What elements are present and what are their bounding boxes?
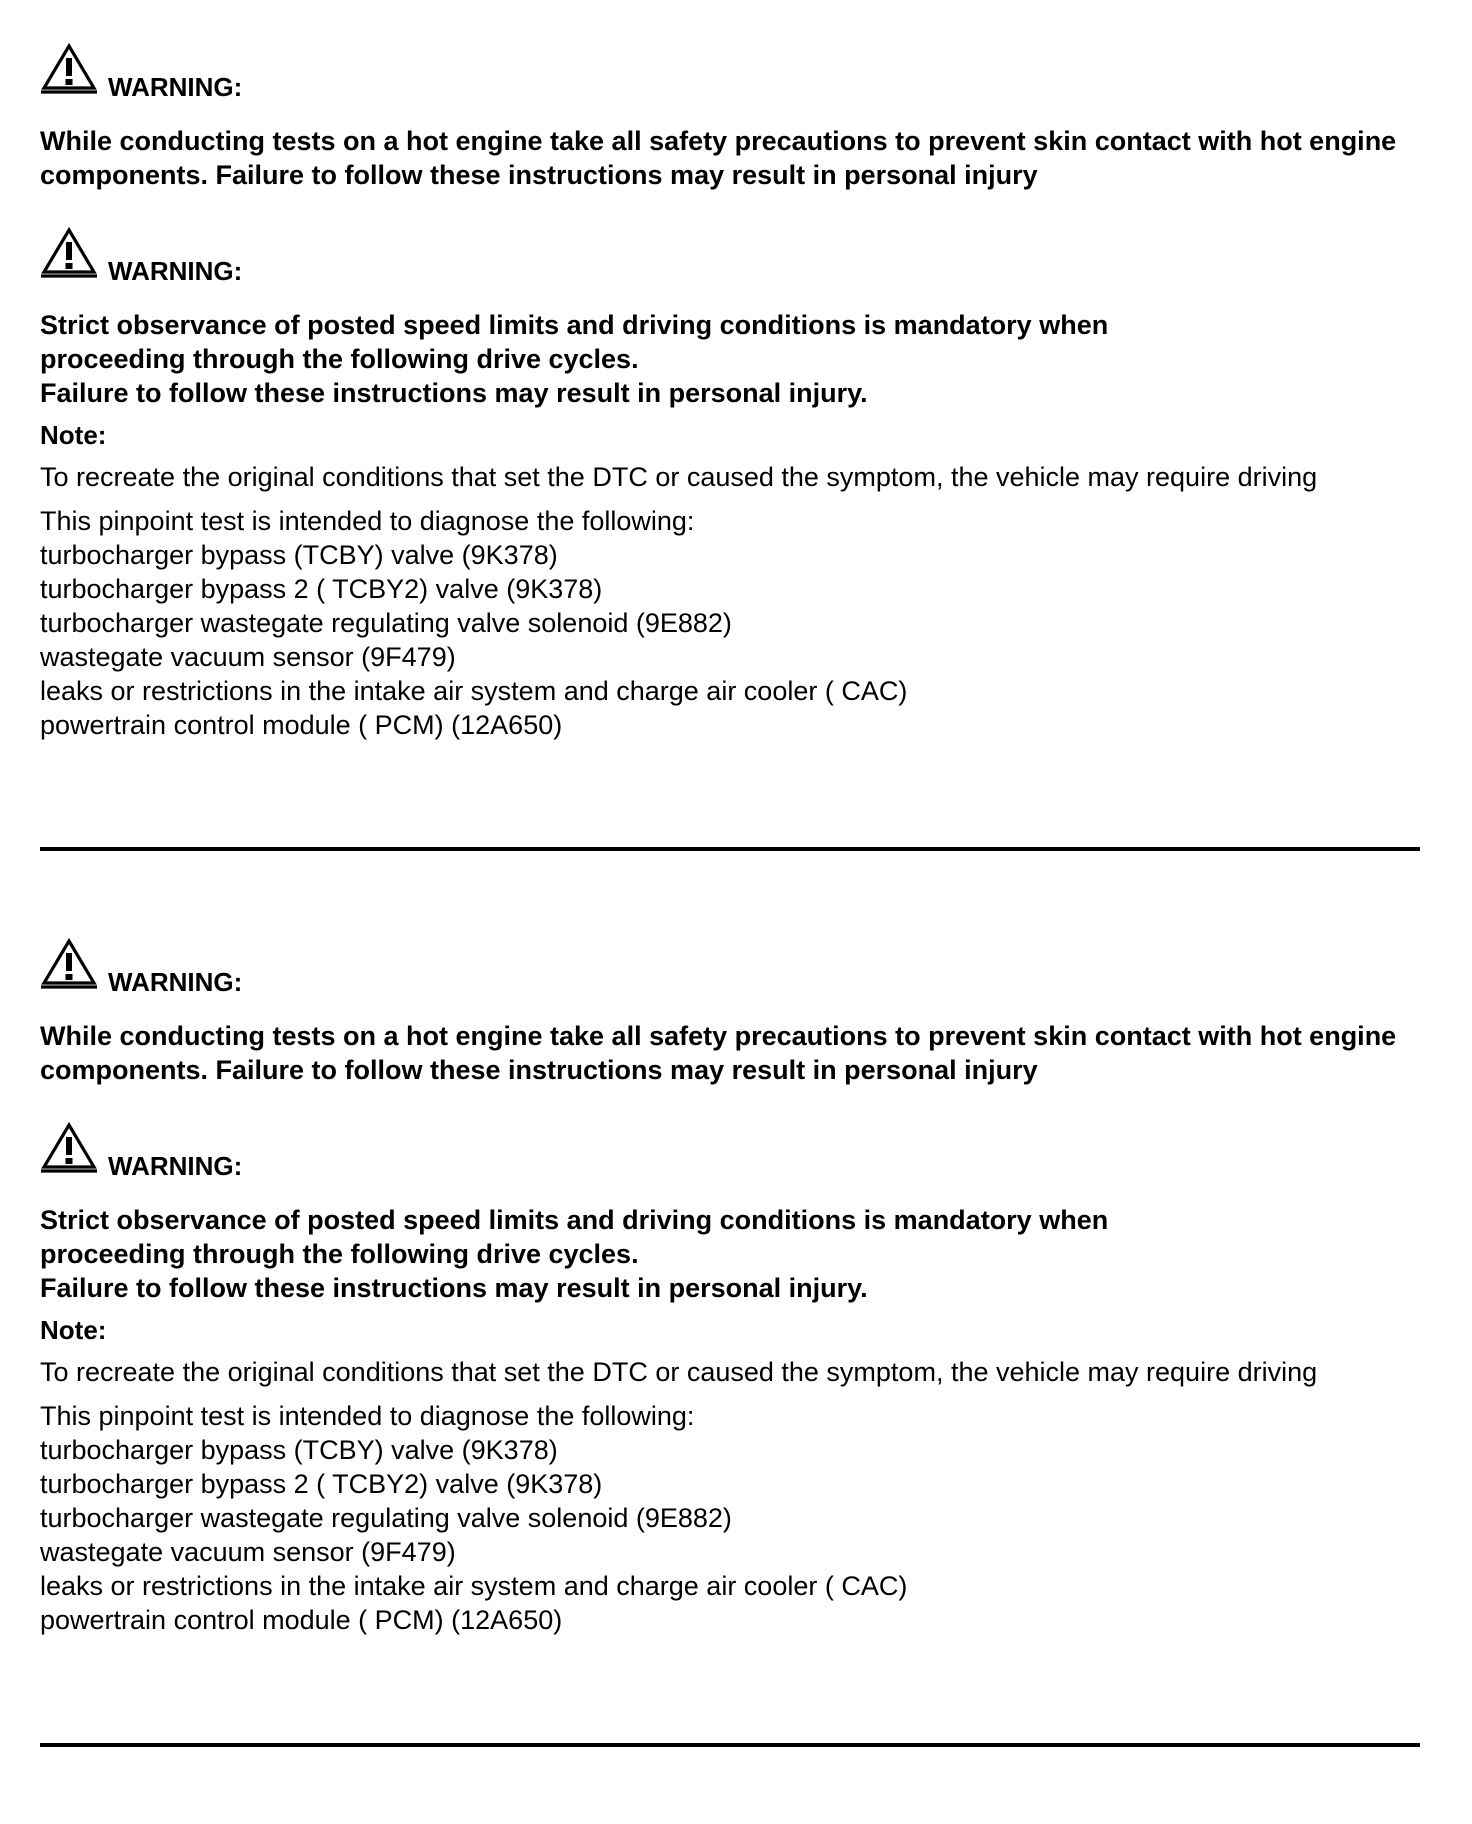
list-item: wastegate vacuum sensor (9F479) bbox=[40, 642, 456, 672]
list-item: turbocharger wastegate regulating valve solenoid (9E882) bbox=[40, 608, 732, 638]
warning-label: WARNING: bbox=[108, 1151, 243, 1181]
warning-hot-engine-text: While conducting tests on a hot engine take all safety precautions to prevent skin contact with hot engine components. Failure to follow these instructions may result in personal injury bbox=[40, 126, 1397, 190]
warning-triangle-icon bbox=[40, 937, 98, 991]
warning-heading bbox=[40, 40, 1420, 100]
procedure-section bbox=[40, 40, 1420, 742]
list-item: leaks or restrictions in the intake air system and charge air cooler ( CAC) bbox=[40, 1571, 908, 1601]
list-item: turbocharger bypass (TCBY) valve (9K378) bbox=[40, 1435, 558, 1465]
warning-heading bbox=[40, 1119, 1420, 1179]
warning-heading bbox=[40, 224, 1420, 284]
section-divider bbox=[40, 1743, 1420, 1747]
list-item: leaks or restrictions in the intake air system and charge air cooler ( CAC) bbox=[40, 676, 908, 706]
list-item: turbocharger wastegate regulating valve solenoid (9E882) bbox=[40, 1503, 732, 1533]
warning-triangle-icon bbox=[40, 42, 98, 96]
note-text: To recreate the original conditions that set the DTC or caused the symptom, the vehicle may require driving bbox=[40, 462, 1318, 492]
warning-triangle-icon bbox=[40, 226, 98, 280]
section-divider bbox=[40, 847, 1420, 851]
warning-label: WARNING: bbox=[108, 256, 243, 286]
note-label: Note: bbox=[40, 1315, 107, 1345]
note-text: To recreate the original conditions that set the DTC or caused the symptom, the vehicle may require driving bbox=[40, 1357, 1318, 1387]
warning-speed-limits-text: Strict observance of posted speed limits and driving conditions is mandatory when proceeding through the following drive cycles. bbox=[40, 310, 1109, 374]
list-item: turbocharger bypass 2 ( TCBY2) valve (9K378) bbox=[40, 574, 603, 604]
warning-injury-text: Failure to follow these instructions may result in personal injury. bbox=[40, 1273, 868, 1303]
pinpoint-intro: This pinpoint test is intended to diagnose the following: bbox=[40, 1401, 695, 1431]
warning-speed-limits-text: Strict observance of posted speed limits and driving conditions is mandatory when proceeding through the following drive cycles. bbox=[40, 1205, 1109, 1269]
list-item: powertrain control module ( PCM) (12A650) bbox=[40, 710, 563, 740]
pinpoint-intro: This pinpoint test is intended to diagnose the following: bbox=[40, 506, 695, 536]
warning-label: WARNING: bbox=[108, 967, 243, 997]
warning-injury-text: Failure to follow these instructions may result in personal injury. bbox=[40, 378, 868, 408]
list-item: wastegate vacuum sensor (9F479) bbox=[40, 1537, 456, 1567]
list-item: powertrain control module ( PCM) (12A650) bbox=[40, 1605, 563, 1635]
warning-heading bbox=[40, 935, 1420, 995]
diagnose-list bbox=[40, 1433, 1420, 1637]
note-label: Note: bbox=[40, 420, 107, 450]
procedure-section bbox=[40, 935, 1420, 1637]
list-item: turbocharger bypass (TCBY) valve (9K378) bbox=[40, 540, 558, 570]
warning-label: WARNING: bbox=[108, 72, 243, 102]
diagnose-list bbox=[40, 538, 1420, 742]
list-item: turbocharger bypass 2 ( TCBY2) valve (9K378) bbox=[40, 1469, 603, 1499]
warning-triangle-icon bbox=[40, 1121, 98, 1175]
warning-hot-engine-text: While conducting tests on a hot engine take all safety precautions to prevent skin contact with hot engine components. Failure to follow these instructions may result in personal injury bbox=[40, 1021, 1397, 1085]
